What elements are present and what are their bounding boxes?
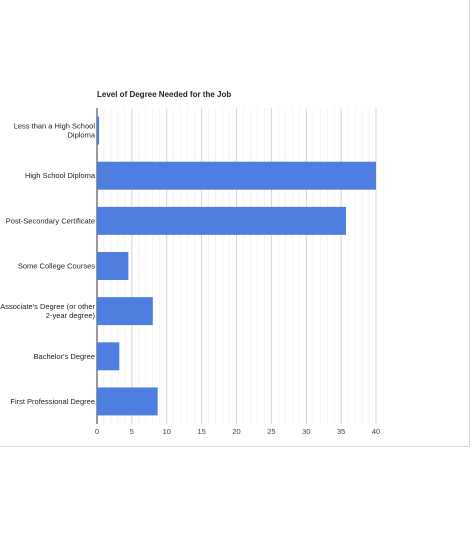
category-label-line: Bachelor's Degree: [33, 351, 95, 361]
category-label: [18, 262, 95, 271]
category-labels: [0, 122, 96, 406]
category-label-line: 2-year degree): [45, 311, 95, 321]
x-tick-label: 10: [162, 427, 171, 436]
bar: [97, 342, 119, 370]
category-label-line: Associate's Degree (or other: [0, 302, 95, 312]
x-tick-label: 15: [197, 427, 206, 436]
x-tick-label: 40: [371, 427, 381, 436]
category-label-line: Less than a High School: [13, 121, 95, 131]
category-label: [6, 216, 95, 225]
x-tick-label: 5: [129, 427, 134, 436]
x-tick-label: 25: [267, 427, 276, 436]
x-tick-label: 0: [94, 427, 100, 436]
bar: [97, 207, 346, 235]
category-label: [34, 352, 95, 361]
category-label: [10, 397, 95, 406]
category-label-line: Some College Courses: [17, 261, 95, 271]
category-label-line: Diploma: [67, 130, 95, 140]
bar: [97, 117, 99, 145]
x-tick-label: 35: [336, 427, 346, 436]
category-label: [25, 171, 96, 180]
x-tick-labels: [95, 427, 380, 436]
bar: [97, 162, 376, 190]
chart-title: Level of Degree Needed for the Job: [97, 90, 232, 99]
x-tick-label: 20: [232, 427, 241, 436]
category-label-line: High School Diploma: [24, 171, 95, 181]
bar: [97, 297, 153, 325]
x-tick-label: 30: [302, 427, 311, 436]
category-label: [14, 122, 96, 140]
bar: [97, 387, 158, 415]
gridlines: [97, 108, 376, 424]
category-label: [0, 302, 95, 320]
bar: [97, 252, 128, 280]
category-label-line: First Professional Degree: [10, 396, 95, 406]
category-label-line: Post-Secondary Certificate: [5, 216, 95, 226]
